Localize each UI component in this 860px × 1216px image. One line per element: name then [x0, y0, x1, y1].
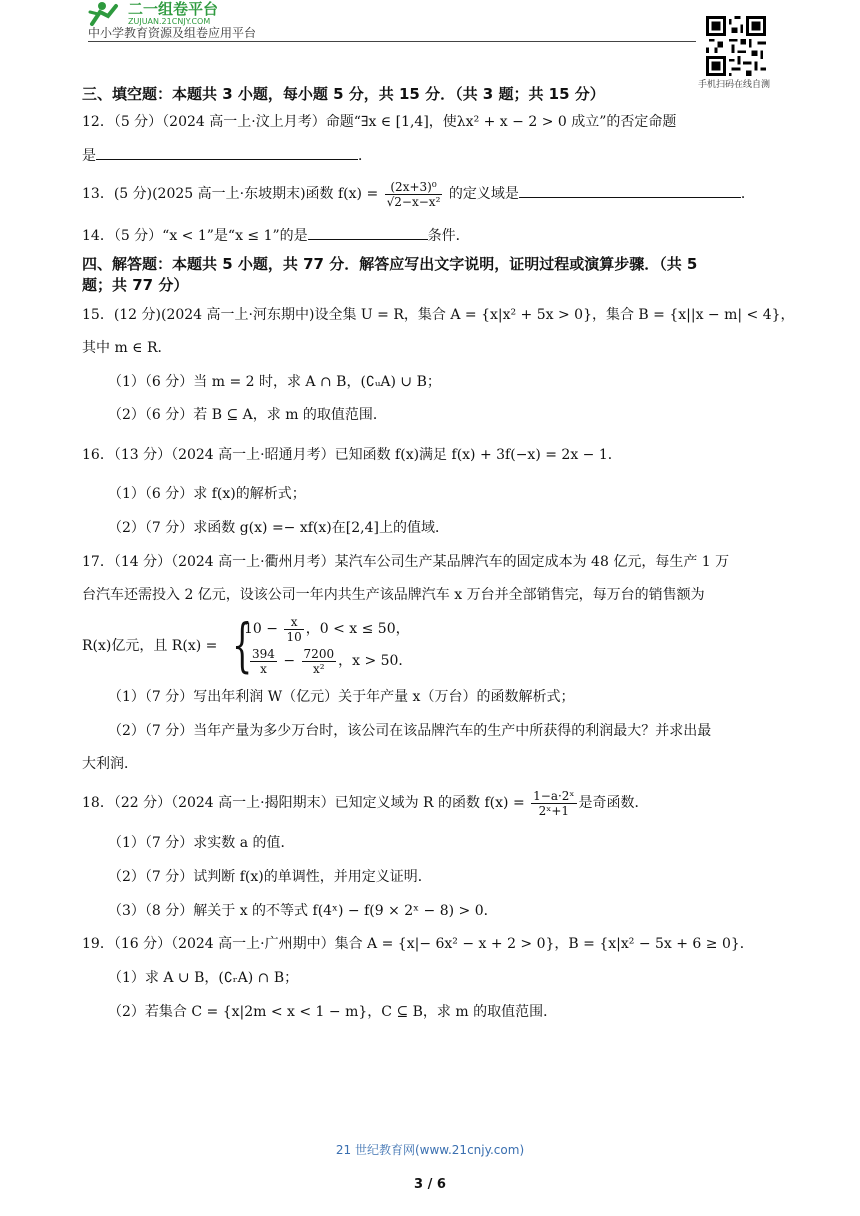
q18-part1: （1）（7 分）求实数 a 的值． — [108, 835, 295, 851]
q12-end: ． — [358, 148, 372, 164]
q17-case1 — [244, 614, 410, 644]
page-number: 3 / 6 — [414, 1177, 446, 1192]
q18-numerator: 1−a·2ˣ — [533, 788, 575, 803]
q18-fraction — [531, 789, 576, 818]
q17-case2-fraction-2 — [302, 647, 337, 676]
q18-prefix: 18．（22 分）（2024 高一上·揭阳期末）已知定义域为 R 的函数 f(x) = — [82, 795, 525, 811]
q13-answer-blank[interactable] — [519, 183, 741, 198]
q17-case2-den1: x — [260, 661, 267, 676]
q17-prefix: R(x)亿元，且 R(x) = — [82, 638, 218, 654]
section-4-title-line2: 题；共 77 分） — [82, 276, 189, 294]
q17-case1-term: 10 − — [244, 621, 278, 637]
q15-text: 15．(12 分)(2024 高一上·河东期中)设全集 U = R，集合 A = {x|x² + 5x > 0}，集合 B = {x||x − m| < 4}， — [82, 307, 795, 323]
q17-case2-den2: x² — [313, 661, 325, 676]
q18-denominator: 2ˣ+1 — [538, 803, 570, 818]
q17-case2-fraction-1 — [250, 647, 277, 676]
q17-case2-num1: 394 — [252, 646, 275, 661]
q17-text-2: 台汽车还需投入 2 亿元，设该公司一年内共生产该品牌汽车 x 万台并全部销售完，每万台的销售额为 — [82, 587, 705, 603]
section-3-title: 三、填空题：本题共 3 小题，每小题 5 分，共 15 分．（共 3 题；共 15 分） — [82, 85, 605, 103]
q17-part1: （1）（7 分）写出年利润 W（亿元）关于年产量 x（万台）的函数解析式； — [108, 689, 575, 705]
q17-case2 — [248, 646, 412, 676]
q12-answer-blank[interactable] — [96, 145, 358, 160]
q17-brace: { — [232, 611, 253, 679]
q17-case2-cond: ，x > 50． — [338, 653, 413, 669]
q12-answer-line — [82, 145, 372, 166]
q13-line — [82, 176, 755, 212]
q16-part1: （1）（6 分）求 f(x)的解析式； — [108, 486, 306, 502]
q17-case1-den: 10 — [286, 629, 302, 644]
q17-case1-num: x — [284, 615, 303, 630]
q17-case2-num2: 7200 — [303, 646, 335, 661]
q12-text: 12．（5 分）（2024 高一上·汶上月考）命题“∃x ∈ [1,4]，使λx² + x − 2 > 0 成立”的否定命题 — [82, 114, 677, 130]
q19-part2: （2）若集合 C = {x|2m < x < 1 − m}，C ⊆ B，求 m 的取值范围． — [108, 1004, 558, 1020]
section-4-title-line1: 四、解答题：本题共 5 小题，共 77 分．解答应写出文字说明，证明过程或演算步骤．（共 5 — [82, 255, 698, 273]
site-logo — [88, 0, 268, 26]
q18-part2: （2）（7 分）试判断 f(x)的单调性，并用定义证明． — [108, 869, 432, 885]
q16-part2: （2）（7 分）求函数 g(x) =− xf(x)在[2,4]上的值域． — [108, 520, 449, 536]
q15-text-2: 其中 m ∈ R． — [82, 340, 172, 356]
q13-prefix: 13．(5 分)(2025 高一上·东坡期末)函数 f(x) = — [82, 186, 379, 202]
q18-suffix: 是奇函数． — [578, 795, 649, 811]
header-subtitle: 中小学教育资源及组卷应用平台 — [88, 26, 257, 40]
q14-line — [82, 225, 470, 246]
header-divider — [88, 41, 696, 42]
q17-text-1: 17．（14 分）（2024 高一上·衢州月考）某汽车公司生产某品牌汽车的固定成本为 48 亿元，每生产 1 万 — [82, 554, 730, 570]
q13-fraction — [385, 180, 443, 209]
svg-text:二一组卷平台: 二一组卷平台 — [128, 0, 219, 18]
q12-prefix: 是 — [82, 148, 96, 164]
q17-case2-minus: − — [283, 653, 296, 669]
q13-end: ． — [740, 186, 755, 202]
q15-part2: （2）（6 分）若 B ⊆ A，求 m 的取值范围． — [108, 407, 387, 423]
q15-part1: （1）（6 分）当 m = 2 时，求 A ∩ B，(∁ᵤA) ∪ B； — [108, 374, 441, 390]
svg-text:ZUJUAN.21CNJY.COM: ZUJUAN.21CNJY.COM — [128, 17, 211, 26]
q14-answer-blank[interactable] — [308, 225, 428, 240]
qr-caption: 手机扫码在线自测 — [698, 80, 771, 90]
q19-text: 19．（16 分）（2024 高一上·广州期中）集合 A = {x|− 6x² − x + 2 > 0}，B = {x|x² − 5x + 6 ≥ 0}． — [82, 936, 754, 952]
q14-prefix: 14．（5 分）“x < 1”是“x ≤ 1”的是 — [82, 228, 308, 244]
q16-text: 16．（13 分）（2024 高一上·昭通月考）已知函数 f(x)满足 f(x) + 3f(−x) = 2x − 1． — [82, 447, 622, 463]
q17-case1-fraction — [284, 615, 303, 644]
q18-part3: （3）（8 分）解关于 x 的不等式 f(4ˣ) − f(9 × 2ˣ − 8) > 0． — [108, 903, 498, 919]
q17-part2: （2）（7 分）当年产量为多少万台时，该公司在该品牌汽车的生产中所获得的利润最大？并求出最 — [108, 723, 712, 739]
q13-suffix: 的定义域是 — [448, 186, 519, 202]
q18-line — [82, 786, 649, 820]
q19-part1: （1）求 A ∪ B，(∁ᵣA) ∩ B； — [108, 970, 299, 986]
q17-part2-cont: 大利润． — [82, 756, 138, 772]
qr-code-icon[interactable] — [706, 16, 766, 76]
q13-denominator: √2−x−x² — [386, 194, 441, 209]
q13-numerator: (2x+3)⁰ — [385, 180, 443, 195]
q14-suffix: 条件． — [427, 228, 470, 244]
footer-source-link[interactable]: 21 世纪教育网(www.21cnjy.com) — [335, 1143, 525, 1157]
q17-case1-cond: ，0 < x ≤ 50， — [305, 621, 410, 637]
